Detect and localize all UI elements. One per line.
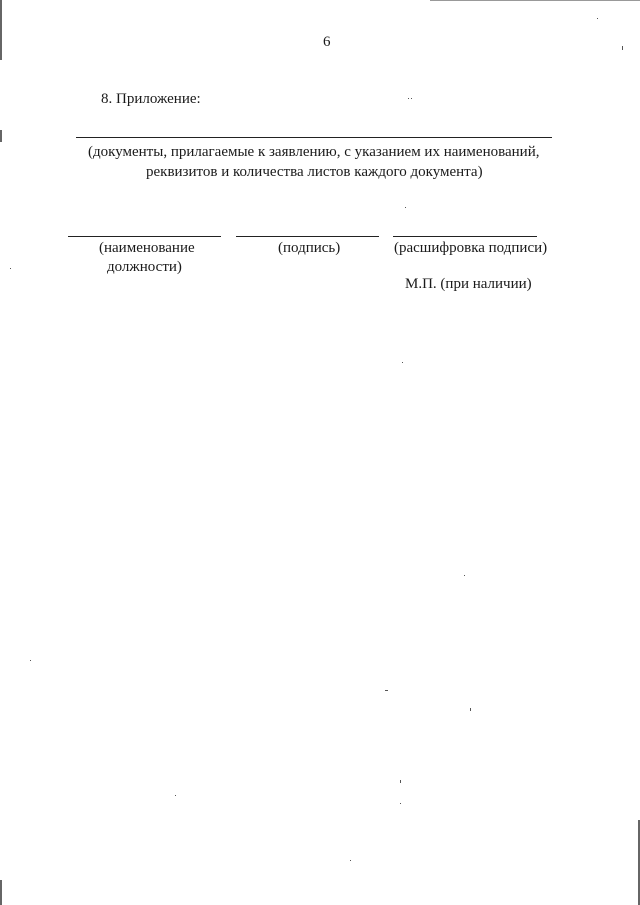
decoding-fill-line [393,236,537,237]
scan-speck [10,268,11,269]
scan-speck [408,98,409,99]
signature-label: (подпись) [278,240,341,256]
scan-speck [402,362,403,363]
scan-speck [30,660,31,661]
section-title: 8. Приложение: [101,91,201,107]
scan-speck [622,46,623,50]
signature-fill-line [236,236,379,237]
attachment-caption-line2: реквизитов и количества листов каждого документа) [146,164,483,180]
scan-edge-mark [0,880,2,905]
scan-speck [385,690,388,691]
scan-speck [400,780,401,783]
scan-edge-mark [430,0,640,1]
position-label-line2: должности) [107,259,182,275]
attachment-fill-line [76,137,552,138]
scan-speck [464,575,465,576]
attachment-caption-line1: (документы, прилагаемые к заявлению, с указанием их наименований, [88,144,540,160]
scan-speck [350,860,351,861]
position-fill-line [68,236,221,237]
scan-speck [597,18,598,19]
page-number: 6 [323,34,331,50]
scan-speck [400,803,401,804]
scan-speck [405,207,406,208]
scan-speck [175,795,176,796]
scan-speck [470,708,471,711]
position-label-line1: (наименование [99,240,195,256]
scan-edge-mark [0,130,2,142]
stamp-label: М.П. (при наличии) [405,276,532,292]
scan-speck [411,98,412,99]
decoding-label: (расшифровка подписи) [394,240,548,256]
scan-edge-mark [0,0,2,60]
